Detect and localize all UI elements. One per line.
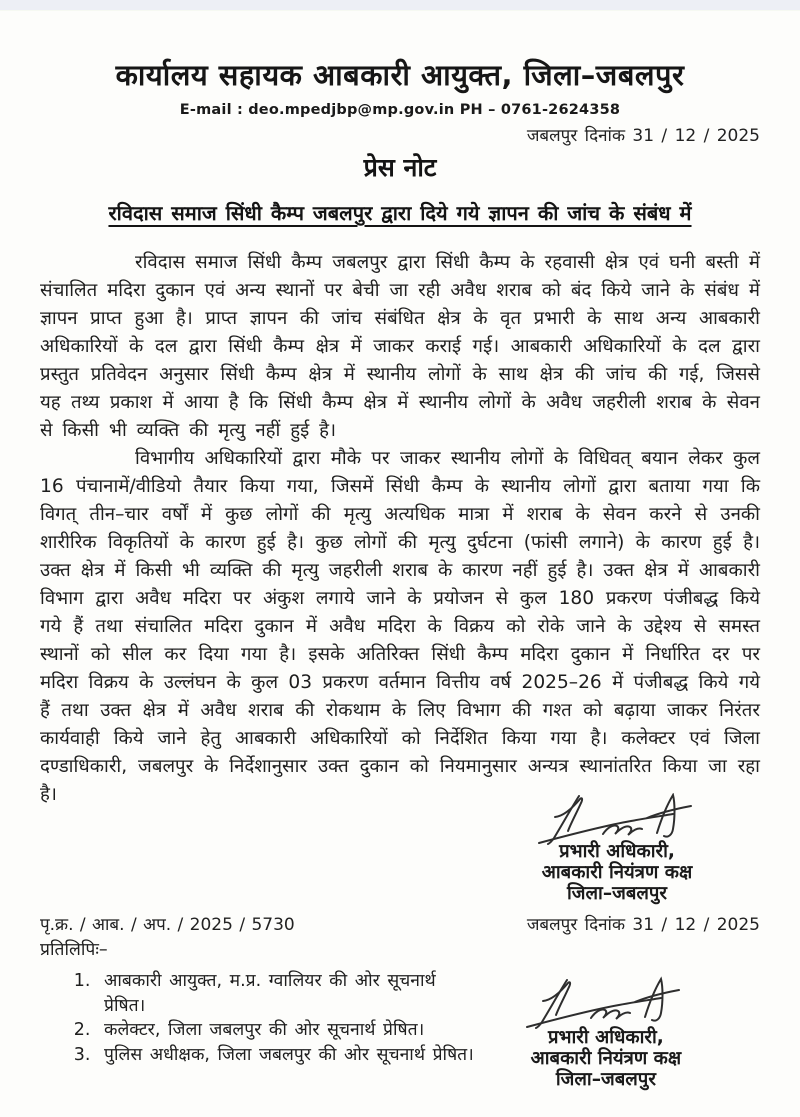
signatory-designation: प्रभारी अधिकारी, <box>547 1027 664 1048</box>
email-phone-line: E-mail : deo.mpedjbp@mp.gov.in PH – 0761-2624358 <box>179 102 621 118</box>
signature-block-bottom <box>482 975 730 1090</box>
date-line-bottom: जबलपुर दिनांक 31 / 12 / 2025 <box>526 915 760 935</box>
copy-recipient-1: 1. आबकारी आयुक्त, म.प्र. ग्वालियर की ओर सूचनार्थ प्रेषित। <box>98 969 482 1018</box>
copy-recipient-3: 3. पुलिस अधीक्षक, जिला जबलपुर की ओर सूचनार्थ प्रेषित। <box>98 1043 482 1068</box>
signatory-designation: प्रभारी अधिकारी, <box>559 841 675 862</box>
copy-recipient-2: 2. कलेक्टर, जिला जबलपुर की ओर सूचनार्थ प्रेषित। <box>98 1018 482 1043</box>
signatory-district: जिला–जबलपुर <box>566 883 667 904</box>
copy-recipient-list <box>98 969 482 1067</box>
body-text <box>40 249 760 809</box>
signatory-district: जिला–जबलपुर <box>555 1069 656 1090</box>
scan-edge-strip <box>0 0 800 11</box>
date-line-top: जबलपुर दिनांक 31 / 12 / 2025 <box>526 126 760 146</box>
office-title: कार्यालय सहायक आबकारी आयुक्त, जिला–जबलपुर <box>115 58 685 92</box>
signatory-office: आबकारी नियंत्रण कक्ष <box>530 1048 682 1069</box>
paragraph-1: रविदास समाज सिंधी कैम्प जबलपुर द्वारा सिंधी कैम्प के रहवासी क्षेत्र एवं घनी बस्ती में संचालित मदिरा दुकान एवं अन्य स्थानों पर बेची जा रही अवैध शराब को बंद किये जाने के संबंध में ज्ञापन प्राप्त हुआ है। प्राप्त ज्ञापन की जांच संबंधित क्षेत्र के वृत प्रभारी के साथ अन्य आबकारी अधिकारियों के दल द्वारा सिंधी कैम्प क्षेत्र में जाकर कराई गई। आबकारी अधिकारियों के दल द्वारा प्रस्तुत प्रतिवेदन अनुसार सिंधी कैम्प क्षेत्र में स्थानीय लोगों के साथ क्षेत्र की जांच की गई, जिससे यह तथ्य प्रकाश में आया है कि सिंधी कैम्प क्षेत्र में स्थानीय लोगों के अवैध जहरीली शराब के सेवन से किसी भी व्यक्ति की मृत्यु नहीं हुई है। <box>40 252 760 441</box>
handwritten-signature-icon <box>523 975 688 1031</box>
signature-block-top <box>492 793 742 904</box>
bottom-row <box>40 961 760 1090</box>
subject-heading: रविदास समाज सिंधी कैम्प जबलपुर द्वारा दिये गये ज्ञापन की जांच के संबंध में <box>108 201 692 225</box>
handwritten-signature-icon <box>535 793 700 845</box>
paragraph-2: विभागीय अधिकारियों द्वारा मौके पर जाकर स्थानीय लोगों के विधिवत् बयान लेकर कुल 16 पंचानामें/वीडियो तैयार किया गया, जिसमें सिंधी कैम्प के स्थानीय लोगों द्वारा बताया गया कि विगत् तीन–चार वर्षों में कुछ लोगों की मृत्यु अत्यधिक मात्रा में शराब के सेवन करने से उनकी शारीरिक विकृतियों के कारण हुई है। कुछ लोगों की मृत्यु दुर्घटना (फांसी लगाने) के कारण हुई है। उक्त क्षेत्र में किसी भी व्यक्ति की मृत्यु जहरीली शराब के कारण नहीं हुई है। उक्त क्षेत्र में आबकारी विभाग द्वारा अवैध मदिरा पर अंकुश लगाये जाने के प्रयोजन से कुल 180 प्रकरण पंजीबद्ध किये गये हैं तथा संचालित मदिरा दुकान में अवैध मदिरा के विक्रय को रोके जाने के उद्देश्य से समस्त स्थानों को सील कर दिया गया है। इसके अतिरिक्त सिंधी कैम्प मदिरा दुकान में निर्धारित दर पर मदिरा विक्रय के उल्लंघन के कुल 03 प्रकरण वर्तमान वित्तीय वर्ष 2025–26 में पंजीबद्ध किये गये हैं तथा उक्त क्षेत्र में अवैध शराब की रोकथाम के लिए विभाग की गश्त को बढ़ाया जाकर निरंतर कार्यवाही किये जाने हेतु आबकारी अधिकारियों को निर्देशित किया गया है। कलेक्टर एवं जिला दण्डाधिकारी, जबलपुर के निर्देशानुसार उक्त दुकान को नियमानुसार अन्यत्र स्थानांतरित किया जा रहा है। <box>40 448 760 805</box>
reference-number: पृ.क्र. / आब. / अप. / 2025 / 5730 <box>40 915 295 935</box>
copies-label: प्रतिलिपिः– <box>40 940 108 960</box>
document-body <box>0 55 800 1090</box>
signatory-office: आबकारी नियंत्रण कक्ष <box>541 862 693 883</box>
press-note-title: प्रेस नोट <box>363 153 437 182</box>
reference-row <box>40 912 760 935</box>
